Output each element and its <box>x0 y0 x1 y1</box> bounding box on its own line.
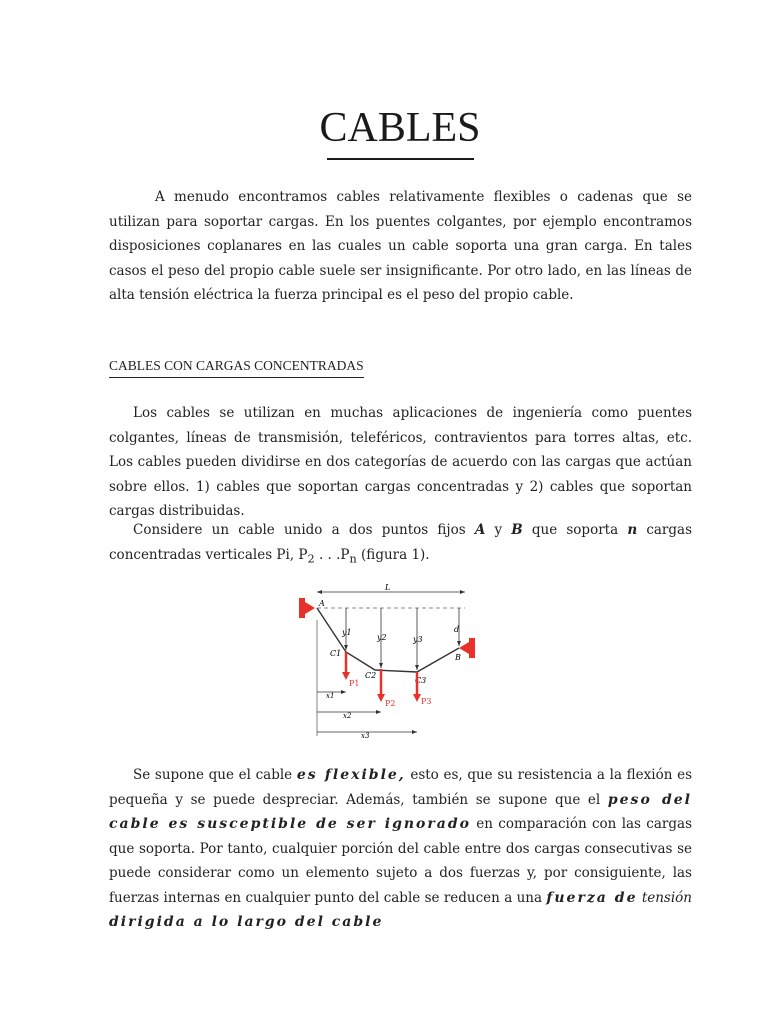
text-run: cargas concentradas verticales Pi, P <box>109 522 692 563</box>
point-b-var: B <box>511 522 523 538</box>
text-run: y <box>485 522 512 538</box>
load-p3-arrow-icon <box>413 694 421 702</box>
right-support-wall <box>469 638 475 658</box>
emphasis-flexible: es flexible, <box>296 767 406 783</box>
assumptions-paragraph <box>109 763 692 935</box>
arrow-icon <box>376 710 381 714</box>
title-underline <box>327 158 474 160</box>
page-title: CABLES <box>319 105 481 151</box>
label-C1: C1 <box>330 649 342 658</box>
subscript: n <box>349 552 357 566</box>
intro-paragraph: A menudo encontramos cables relativamente flexibles o cadenas que se utilizan para soportar cargas. En los puentes colgantes, por ejemplo encontramos disposiciones coplanares en las cuales un cable soporta una gran carga. En tales casos el peso del propio cable suele ser insignificante. Por otro lado, en las líneas de alta tensión eléctrica la fuerza principal es el peso del propio cable. <box>109 189 692 303</box>
label-P2: P2 <box>385 699 396 708</box>
point-a-var: A <box>474 522 486 538</box>
label-x3: x3 <box>361 732 370 740</box>
label-y3: y3 <box>413 635 423 644</box>
concentrated-loads-paragraph <box>109 518 692 572</box>
emphasis-force: fuerza de <box>546 889 638 906</box>
cable-line <box>317 608 459 672</box>
arrow-icon <box>415 665 419 670</box>
label-L: L <box>385 583 391 592</box>
emphasis-weight-ignored: peso del cable es susceptible de ser ignorado <box>109 791 692 832</box>
arrow-icon <box>379 663 383 668</box>
emphasis-tension: tensión <box>641 889 693 906</box>
load-p2-arrow-icon <box>377 694 385 702</box>
arrow-icon <box>460 590 465 594</box>
label-A: A <box>319 599 325 608</box>
label-C2: C2 <box>365 671 377 680</box>
text-run: esto es, que su resistencia a la flexión es pequeña y se puede despreciar. Además, también se supone que el <box>109 767 692 808</box>
applications-paragraph: Los cables se utilizan en muchas aplicaciones de ingeniería como puentes colgantes, líneas de transmisión, teleféricos, contravientos para torres altas, etc. Los cables pueden dividirse en dos categorías de acuerdo con las cargas que actúan sobre ellos. 1) cables que soportan cargas concentradas y 2) cables que soportan cargas distribuidas. <box>109 405 692 519</box>
arrow-icon <box>341 690 346 694</box>
label-y2: y2 <box>377 633 387 642</box>
label-B: B <box>455 653 461 662</box>
label-x2: x2 <box>343 712 352 720</box>
section-heading: CABLES CON CARGAS CONCENTRADAS <box>109 356 364 378</box>
left-support-wall <box>299 598 305 618</box>
emphasis-direction: dirigida a lo largo del cable <box>109 914 384 930</box>
text-run: . . .P <box>314 546 350 563</box>
label-y1: y1 <box>342 628 352 637</box>
label-P1: P1 <box>349 679 360 688</box>
label-x1: x1 <box>326 692 335 700</box>
label-C3: C3 <box>415 676 427 685</box>
text-run: (figura 1). <box>356 546 430 563</box>
arrow-icon <box>412 730 417 734</box>
text-run: Se supone que el cable <box>133 767 297 783</box>
cable-figure <box>295 580 477 740</box>
left-support-icon <box>305 602 315 614</box>
text-run: Considere un cable unido a dos puntos fijos <box>133 522 475 538</box>
arrow-icon <box>317 590 322 594</box>
label-P3: P3 <box>421 697 432 706</box>
text-run: en comparación con las cargas que soporta. Por tanto, cualquier porción del cable entre dos cargas consecutivas se puede considerar como un elemento sujeto a dos fuerzas y, por consiguiente, las fuerzas internas en cualquier punto del cable se reducen a una <box>109 816 692 906</box>
label-d: d <box>454 625 460 634</box>
n-var: n <box>627 522 638 538</box>
text-run: que soporta <box>522 522 628 538</box>
subscript: 2 <box>307 552 315 566</box>
arrow-icon <box>457 641 461 646</box>
